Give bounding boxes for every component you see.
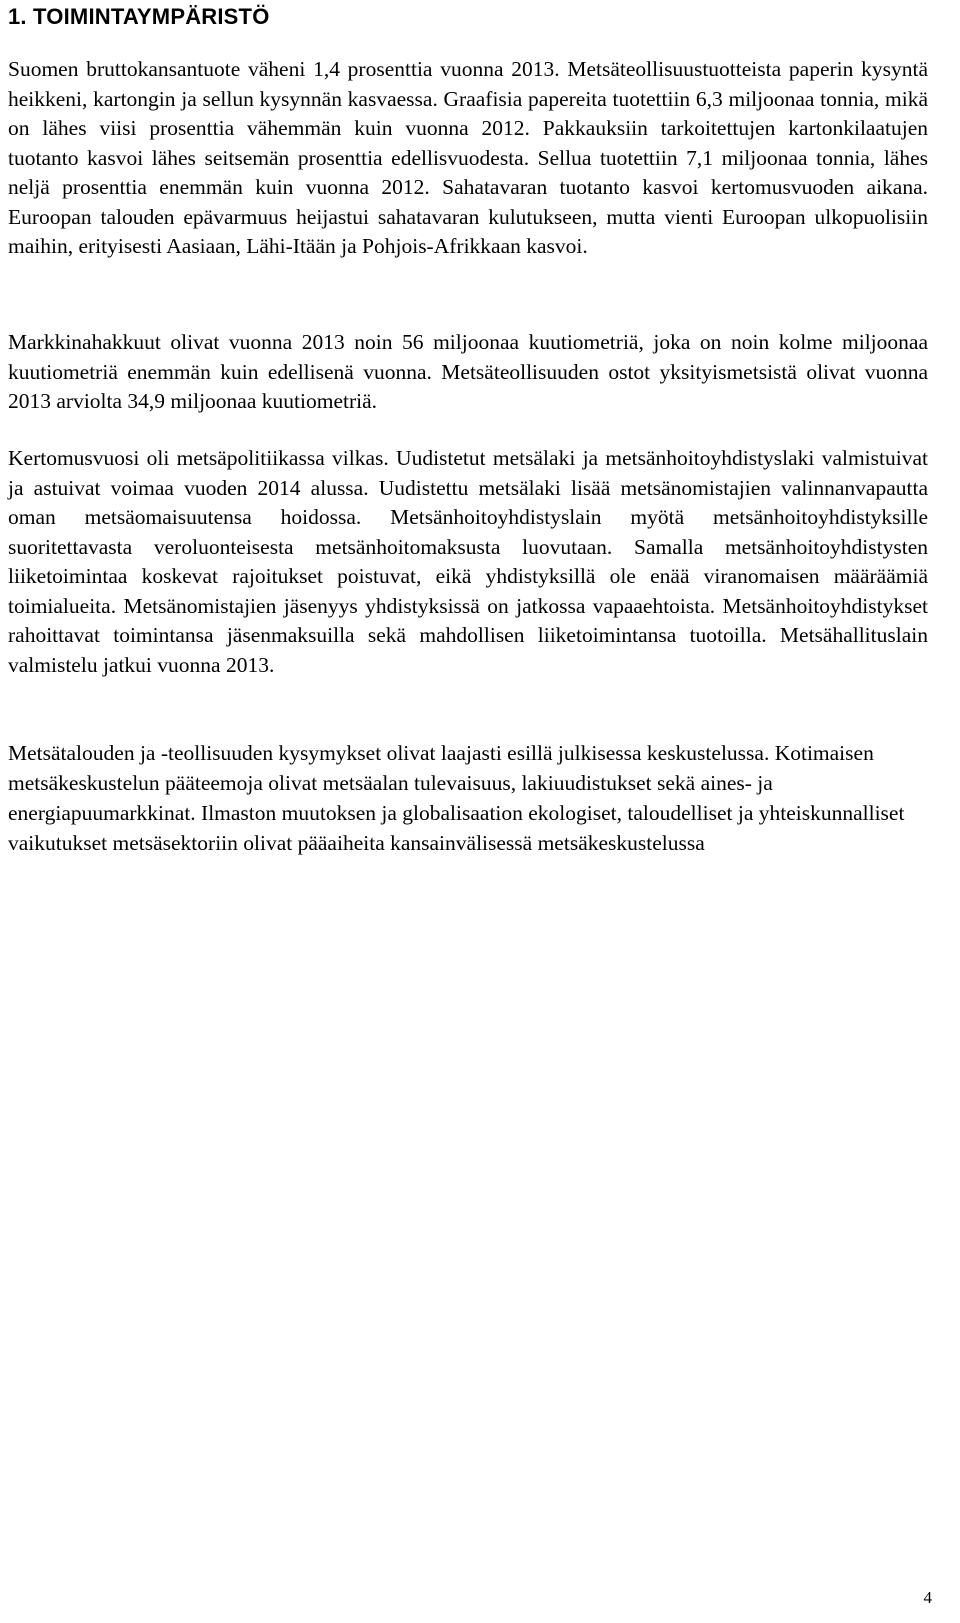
paragraph-economy: Suomen bruttokansantuote väheni 1,4 prosenttia vuonna 2013. Metsäteollisuustuotteista paperin kysyntä heikkeni, kartongin ja sellun kysynnän kasvaessa. Graafisia papereita tuotettiin 6,3 miljoonaa tonnia, mikä on lähes viisi prosenttia vähemmän kuin vuonna 2012. Pakkauksiin tarkoitettujen kartonkilaatujen tuotanto kasvoi lähes seitsemän prosenttia edellisvuodesta. Sellua tuotettiin 7,1 miljoonaa tonnia, lähes neljä prosenttia enemmän kuin vuonna 2012. Sahatavaran tuotanto kasvoi kertomusvuoden aikana. Euroopan talouden epävarmuus heijastui sahatavaran kulutukseen, mutta vienti Euroopan ulkopuolisiin maihin, erityisesti Aasiaan, Lähi-Itään ja Pohjois-Afrikkaan kasvoi. [8, 57, 928, 258]
paragraph-harvesting: Markkinahakkuut olivat vuonna 2013 noin 56 miljoonaa kuutiometriä, joka on noin kolme miljoonaa kuutiometriä enemmän kuin edellisenä vuonna. Metsäteollisuuden ostot yksityismetsistä olivat vuonna 2013 arviolta 34,9 miljoonaa kuutiometriä. [8, 330, 928, 413]
section-heading: 1. TOIMINTAYMPÄRISTÖ [8, 4, 270, 29]
paragraph-public-debate: Metsätalouden ja -teollisuuden kysymykset olivat laajasti esillä julkisessa keskustelussa. Kotimaisen metsäkeskustelun pääteemoja olivat metsäalan tulevaisuus, lakiuudistukset sekä aines- ja energiapuumarkkinat. Ilmaston muutoksen ja globalisaation ekologiset, taloudelliset ja yhteiskunnalliset vaikutukset metsäsektoriin olivat pääaiheita kansainvälisessä metsäkeskustelussa [8, 741, 905, 855]
paragraph-forest-policy: Kertomusvuosi oli metsäpolitiikassa vilkas. Uudistetut metsälaki ja metsänhoitoyhdistyslaki valmistuivat ja astuivat voimaa vuoden 2014 alussa. Uudistettu metsälaki lisää metsänomistajien valinnanvapautta oman metsäomaisuutensa hoidossa. Metsänhoitoyhdistyslain myötä metsänhoitoyhdistyksille suoritettavasta veroluonteisesta metsänhoitomaksusta luovutaan. Samalla metsänhoitoyhdistysten liiketoimintaa koskevat rajoitukset poistuvat, eikä yhdistyksillä ole enää viranomaisen määräämiä toimialueita. Metsänomistajien jäsenyys yhdistyksissä on jatkossa vapaaehtoista. Metsänhoitoyhdistykset rahoittavat toimintansa jäsenmaksuilla sekä mahdollisen liiketoimintansa tuotoilla. Metsähallituslain valmistelu jatkui vuonna 2013. [8, 446, 928, 677]
page-number: 4 [923, 1588, 932, 1607]
